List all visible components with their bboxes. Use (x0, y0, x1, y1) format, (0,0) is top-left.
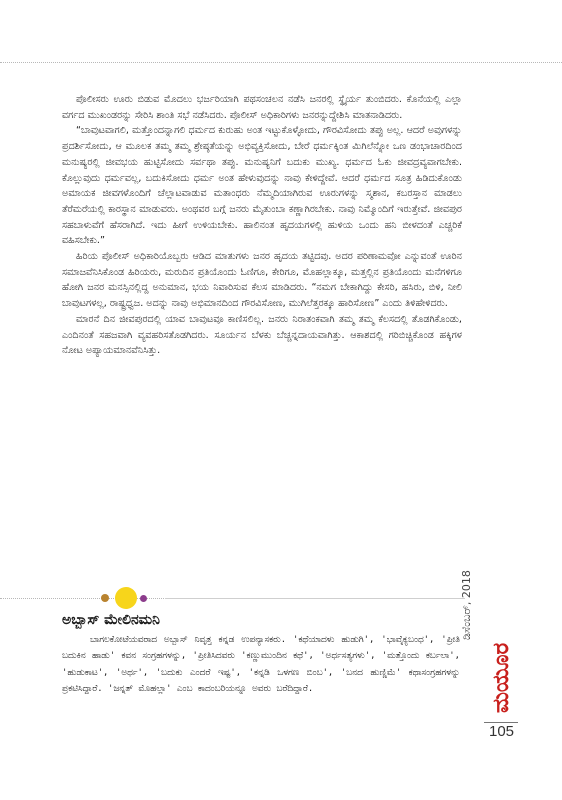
bio-solid-divider (165, 598, 465, 599)
author-bio: ಬಾಗಲಕೋಟೆಯವರಾದ ಅಬ್ಬಾಸ್ ನಿವೃತ್ತ ಕನ್ನಡ ಉಪನ್ಯಾಸಕರು. 'ಕಥೆಯಾದಳು ಹುಡುಗಿ', 'ಭಾವೈಕ್ಯಬಂಧ', 'ಪ್ರೀತಿ ಬದುಕಿನ ಹಾಡು' ಕವನ ಸಂಗ್ರಹಗಳನ್ನು, 'ಪ್ರೀತಿಸಿದವರು 'ಕಣ್ಣುಮುಂದಿನ ಕಥೆ', 'ಅರ್ಧಸತ್ಯಗಳು', 'ಮತ್ತೊಂದು ಕರ್ಬಲಾ', 'ಹುಡುಕಾಟ', 'ಅರ್ಥ', 'ಬದುಕು ಎಂದರೆ ಇಷ್ಟ', 'ಕನ್ನಡಿ ಒಳಗಣ ಬಿಂಬ', 'ಬನದ ಹುಣ್ಣಿಮೆ' ಕಥಾಸಂಗ್ರಹಗಳನ್ನು ಪ್ರಕಟಿಸಿದ್ದಾರೆ. 'ಜನ್ನತ್ ಮೊಹಲ್ಲಾ' ಎಂಬ ಕಾದಂಬರಿಯನ್ನೂ ಅವರು ಬರೆದಿದ್ದಾರೆ. (62, 635, 460, 694)
story-paragraph: ಪೊಲೀಸರು ಊರು ಬಿಡುವ ಮೊದಲು ಭರ್ಜರಿಯಾಗಿ ಪಥಸಂಚಲನ ನಡೆಸಿ ಜನರಲ್ಲಿ ಸ್ಥೈರ್ಯ ತುಂಬಿದರು. ಕೊನೆಯಲ್ಲಿ ಎಲ್ಲಾ ವರ್ಗದ ಮುಖಂಡರನ್ನು ಸೇರಿಸಿ ಶಾಂತಿ ಸಭೆ ನಡೆಸಿದರು. ಪೊಲೀಸ್ ಅಧಿಕಾರಿಗಳು ಜನರನ್ನುದ್ದೇಶಿಸಿ ಮಾತನಾಡಿದರು. (62, 94, 462, 121)
story-paragraph: ಮಾರನೆ ದಿನ ಜೀವಪುರದಲ್ಲಿ ಯಾವ ಬಾವುಟವೂ ಕಾಣಿಸಲಿಲ್ಲ. ಜನರು ನಿರಾತಂಕವಾಗಿ ತಮ್ಮ ತಮ್ಮ ಕೆಲಸದಲ್ಲಿ ತೊಡಗಿಕೊಂಡು, ಎಂದಿನಂತೆ ಸಹಜವಾಗಿ ವ್ಯವಹರಿಸತೊಡಗಿದರು. ಸೂರ್ಯನ ಬೆಳಕು ಬೆಚ್ಚನ್ನದಾಯವಾಗಿತ್ತು. ಆಕಾಶದಲ್ಲಿ ಗರಿಬಿಚ್ಚಿಕೊಂಡ ಹಕ್ಕಿಗಳ ನೋಟ ಅಪ್ಯಾಯಮಾನವೆನಿಸಿತ್ತು. (62, 313, 462, 357)
decorative-purple-dot (140, 595, 147, 602)
issue-date: ಡಿಸೆಂಬರ್, 2018 (460, 570, 473, 640)
page-number: 105 (489, 723, 515, 740)
story-body (62, 92, 462, 359)
author-name: ಅಬ್ಬಾಸ್ ಮೇಲಿನಮನಿ (62, 612, 160, 628)
top-dotted-divider (0, 62, 562, 63)
magazine-name: ಮಯೂರ (489, 642, 514, 713)
decorative-brown-dot (101, 594, 109, 602)
story-paragraph: ಹಿರಿಯ ಪೊಲೀಸ್ ಅಧಿಕಾರಿಯೊಬ್ಬರು ಆಡಿದ ಮಾತುಗಳು ಜನರ ಹೃದಯ ತಟ್ಟಿದವು. ಅದರ ಪರಿಣಾಮವೋ ಎನ್ನುವಂತೆ ಊರಿನ ಸಮಾಜವೆನಿಸಿಕೊಂಡ ಹಿರಿಯರು, ಮರುದಿನ ಪ್ರತಿಯೊಂದು ಓಣಿಗೂ, ಕೇರಿಗೂ, ಮೊಹಲ್ಲಾಕ್ಕೂ, ಮತ್ತಲ್ಲಿನ ಪ್ರತಿಯೊಂದು ಮನೆಗಳಿಗೂ ಹೋಗಿ ಜನರ ಮನಸ್ಸಿನಲ್ಲಿದ್ದ ಅನುಮಾನ, ಭಯ ನಿವಾರಿಸುವ ಕೆಲಸ ಮಾಡಿದರು. “ನಮಗ ಬೇಕಾಗಿದ್ದು ಕೇಸರಿ, ಹಸಿರು, ಬಿಳಿ, ನೀಲಿ ಬಾವುಟಗಳಲ್ಲ, ರಾಷ್ಟ್ರಧ್ವಜ. ಅದನ್ನು ನಾವು ಅಭಿಮಾನದಿಂದ ಗೌರವಿಸೋಣ, ಮುಗಿಲೆತ್ತರಕ್ಕೂ ಹಾರಿಸೋಣ” ಎಂದು ತಿಳಿಹೇಳಿದರು. (62, 251, 462, 310)
story-paragraph: “ಬಾವುಟವಾಗಲಿ, ಮತ್ತೊಂದನ್ನಾಗಲಿ ಧರ್ಮದ ಕುರುಹು ಅಂತ ಇಟ್ಟುಕೊಳ್ಳೋದು, ಗೌರವಿಸೋದು ತಪ್ಪು ಅಲ್ಲ. ಆದರೆ ಅವುಗಳನ್ನು ಪ್ರದರ್ಶಿಸೋದು, ಆ ಮೂಲಕ ತಮ್ಮ ತಮ್ಮ ಶ್ರೇಷ್ಠತೆಯನ್ನು ಅಭಿವ್ಯಕ್ತಿಸೋದು, ಬೇರೆ ಧರ್ಮಕ್ಕಿಂತ ಮಿಗಿಲೆನ್ನೋ ಒಣ ಡಂಭಾಚಾರದಿಂದ ಮನುಷ್ಯರಲ್ಲಿ ಜೀವಭಯ ಹುಟ್ಟಿಸೋದು ಸರ್ವಥಾ ತಪ್ಪು. ಮನುಷ್ಯನಿಗೆ ಬದುಕು ಮುಖ್ಯ. ಧರ್ಮದ ಓಕು ಜೀವದ್ರವ್ಯವಾಗಬೇಕು. ಕೊಲ್ಲುವುದು ಧರ್ಮವಲ್ಲ, ಬದುಕಿಸೋದು ಧರ್ಮ ಅಂತ ಹೇಳುವುದನ್ನು ನಾವು ಕೇಳಿದ್ದೇವೆ. ಆದರೆ ಧರ್ಮದ ಸೂತ್ರ ಹಿಡಿದುಕೊಂಡು ಅಮಾಯಕ ಜೀವಗಳೊಂದಿಗೆ ಚೆಲ್ಲಾಟವಾಡುವ ಮತಾಂಧರು ನೆಮ್ಮದಿಯಾಗಿರುವ ಊರುಗಳನ್ನು ಸ್ಮಶಾನ, ಕಬರಸ್ತಾನ ಮಾಡಲು ತೆರೆಮರೆಯಲ್ಲಿ ಕಾರಸ್ಥಾನ ಮಾಡುವರು. ಅಂಥವರ ಬಗ್ಗೆ ಜನರು ಮೈತುಂಬಾ ಕಣ್ಣಾಗಿರಬೇಕು. ನಾವು ನಿಮ್ಮೊಂದಿಗೆ ಇರುತ್ತೇವೆ. ಜೀವಪುರ ಸಹಬಾಳುವೆಗೆ ಹೆಸರಾಗಿದೆ. ಇದು ಹೀಗೆ ಉಳಿಯಬೇಕು. ಹಾಲಿನಂತ ಹೃದಯಗಳಲ್ಲಿ ಹುಳಿಯ ಒಂದು ಹನಿ ಬೀಳದಂತೆ ಎಚ್ಚರಿಕೆ ವಹಿಸಬೇಕು.” (62, 125, 462, 247)
decorative-yellow-dot (115, 587, 137, 609)
